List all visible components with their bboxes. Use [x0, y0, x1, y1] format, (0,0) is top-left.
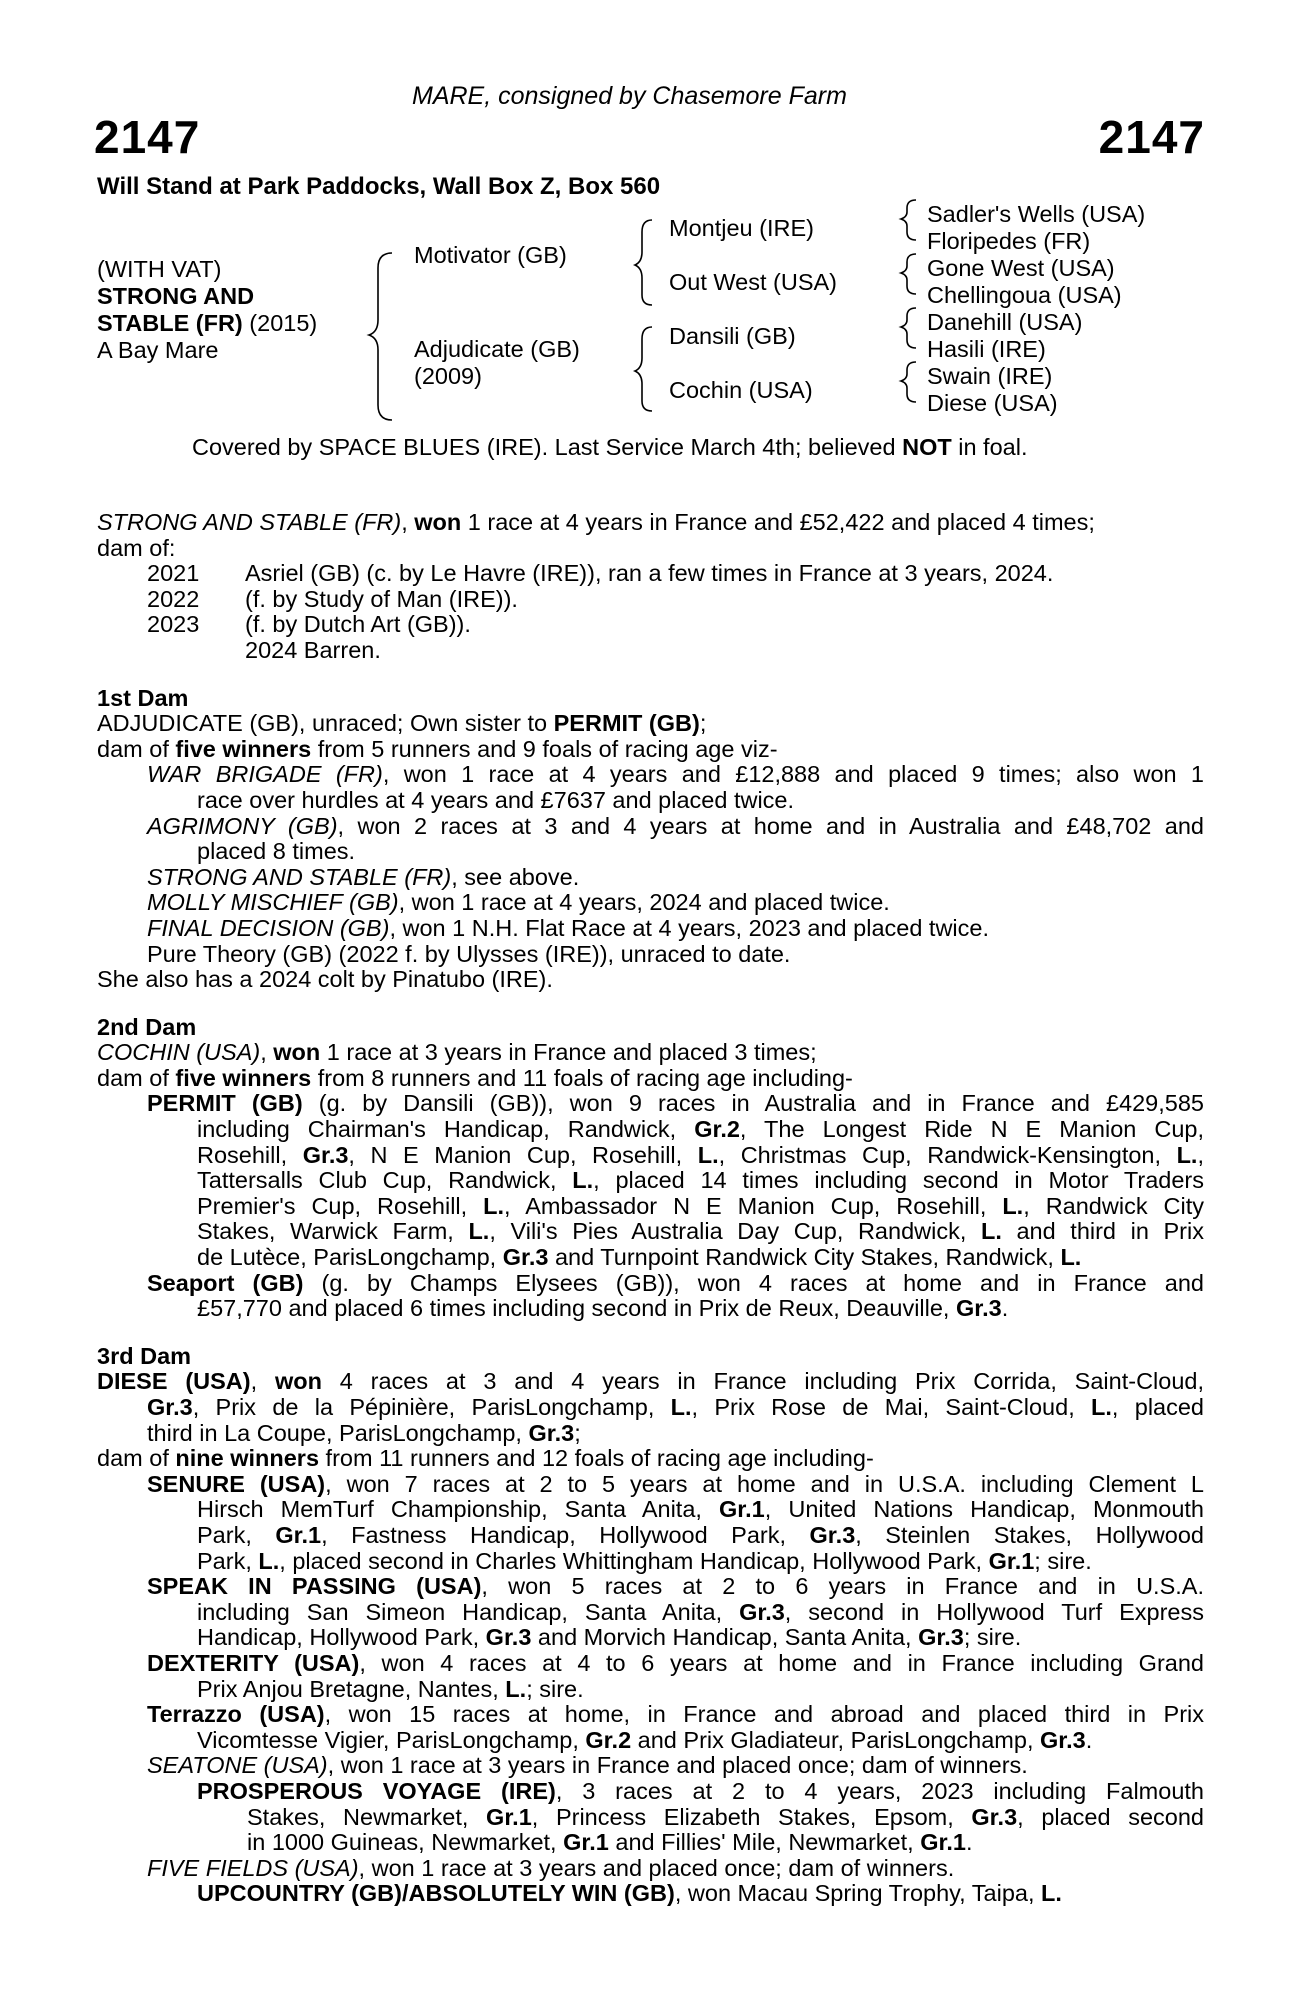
speak-in-passing-line2: including San Simeon Handicap, Santa Anita, Gr.3, second in Hollywood Turf Express	[197, 1598, 1204, 1625]
speak-in-passing-line3: Handicap, Hollywood Park, Gr.3 and Morvich Handicap, Santa Anita, Gr.3; sire.	[197, 1624, 1022, 1651]
permit-line3: Rosehill, Gr.3, N E Manion Cup, Rosehill, L., Christmas Cup, Randwick-Kensington, L.,	[197, 1141, 1204, 1168]
molly-mischief-line: MOLLY MISCHIEF (GB), won 1 race at 4 years, 2024 and placed twice.	[147, 889, 890, 916]
diese-line2: Gr.3, Prix de la Pépinière, ParisLongchamp, L., Prix Rose de Mai, Saint-Cloud, L., placed	[147, 1394, 1204, 1420]
horse-name-line1: STRONG AND	[97, 283, 255, 309]
first-dam-line1: ADJUDICATE (GB), unraced; Own sister to PERMIT (GB);	[97, 710, 707, 737]
permit-line7: de Lutèce, ParisLongchamp, Gr.3 and Turnpoint Randwick City Stakes, Randwick, L.	[197, 1244, 1082, 1271]
final-decision-line: FINAL DECISION (GB), won 1 N.H. Flat Race at 4 years, 2023 and placed twice.	[147, 914, 989, 941]
senure-line4: Park, L., placed second in Charles Whittingham Handicap, Hollywood Park, Gr.1; sire.	[197, 1547, 1092, 1574]
permit-line2: including Chairman's Handicap, Randwick, Gr.2, The Longest Ride N E Manion Cup,	[197, 1116, 1204, 1143]
gen3-ancestor-4: Chellingoua (USA)	[927, 282, 1122, 308]
horse-description: A Bay Mare	[97, 337, 219, 363]
bracket-dam	[635, 327, 652, 411]
dexterity-line2: Prix Anjou Bretagne, Nantes, L.; sire.	[197, 1675, 584, 1702]
terrazzo-line1: Terrazzo (USA), won 15 races at home, in France and abroad and placed third in Prix	[147, 1701, 1204, 1728]
produce-record: STRONG AND STABLE (FR), won 1 race at 4 years in France and £52,422 and placed 4 times;	[97, 509, 1095, 535]
agrimony-line2: placed 8 times.	[197, 838, 356, 865]
terrazzo-line2: Vicomtesse Vigier, ParisLongchamp, Gr.2 and Prix Gladiateur, ParisLongchamp, Gr.3.	[197, 1726, 1093, 1753]
diese-line1: DIESE (USA), won 4 races at 3 and 4 years in France including Prix Corrida, Saint-Cloud,	[97, 1368, 1204, 1395]
gen3-ancestor-3: Gone West (USA)	[927, 255, 1115, 281]
bracket-g3-1	[901, 200, 916, 240]
diese-line4: dam of nine winners from 11 runners and 12 foals of racing age including-	[97, 1445, 874, 1472]
covering-note: Covered by SPACE BLUES (IRE). Last Service March 4th; believed NOT in foal.	[192, 434, 1028, 460]
foal-2022: 2022 (f. by Study of Man (IRE)).	[147, 585, 518, 612]
dam-of-label: dam of:	[97, 534, 176, 561]
horse-name-line2: STABLE (FR)	[97, 310, 243, 336]
senure-line3: Park, Gr.1, Fastness Handicap, Hollywood Park, Gr.3, Steinlen Stakes, Hollywood	[197, 1521, 1204, 1548]
seatone-line: SEATONE (USA), won 1 race at 3 years in France and placed once; dam of winners.	[147, 1752, 1028, 1779]
prosperous-voyage-line2: Stakes, Newmarket, Gr.1, Princess Elizabeth Stakes, Epsom, Gr.3, placed second	[247, 1803, 1205, 1830]
five-fields-line: FIVE FIELDS (USA), won 1 race at 3 years and placed once; dam of winners.	[147, 1854, 955, 1881]
bracket-sire	[635, 220, 652, 305]
gen3-ancestor-1: Sadler's Wells (USA)	[927, 201, 1146, 227]
granddam-paternal: Out West (USA)	[669, 269, 838, 295]
catalogue-body	[97, 510, 1204, 1907]
bracket-g3-4	[901, 362, 916, 402]
upcountry-line: UPCOUNTRY (GB)/ABSOLUTELY WIN (GB), won Macau Spring Trophy, Taipa, L.	[197, 1880, 1062, 1907]
grandsire-maternal: Dansili (GB)	[669, 323, 796, 349]
gen3-ancestor-6: Hasili (IRE)	[927, 336, 1046, 362]
gen3-ancestor-5: Danehill (USA)	[927, 309, 1083, 335]
also-has-line: She also has a 2024 colt by Pinatubo (IRE).	[97, 966, 553, 993]
foal-2024: 2024 Barren.	[245, 636, 381, 663]
seaport-line2: £57,770 and placed 6 times including second in Prix de Reux, Deauville, Gr.3.	[197, 1295, 1009, 1322]
prosperous-voyage-line3: in 1000 Guineas, Newmarket, Gr.1 and Fillies' Mile, Newmarket, Gr.1.	[247, 1829, 973, 1856]
vat-note: (WITH VAT)	[97, 256, 222, 282]
pure-theory-line: Pure Theory (GB) (2022 f. by Ulysses (IRE)), unraced to date.	[147, 940, 791, 967]
senure-line1: SENURE (USA), won 7 races at 2 to 5 years at home and in U.S.A. including Clement L	[147, 1470, 1204, 1497]
permit-line1: PERMIT (GB) (g. by Dansili (GB)), won 9 races in Australia and in France and £429,585	[147, 1090, 1204, 1117]
speak-in-passing-line1: SPEAK IN PASSING (USA), won 5 races at 2 to 6 years in France and in U.S.A.	[147, 1573, 1204, 1600]
dam-year: (2009)	[414, 363, 482, 389]
gen3-ancestor-2: Floripedes (FR)	[927, 228, 1091, 254]
gen3-ancestor-7: Swain (IRE)	[927, 363, 1053, 389]
horse-year: (2015)	[242, 310, 318, 336]
seaport-line1: Seaport (GB) (g. by Champs Elysees (GB)), won 4 races at home and in France and	[147, 1269, 1204, 1296]
second-dam-heading: 2nd Dam	[97, 1013, 197, 1040]
war-brigade-line1: WAR BRIGADE (FR), won 1 race at 4 years and £12,888 and placed 9 times; also won 1	[147, 761, 1205, 788]
lot-number-left: 2147	[94, 111, 201, 163]
foal-2021: 2021 Asriel (GB) (c. by Le Havre (IRE)), ran a few times in France at 3 years, 2024.	[147, 560, 1054, 587]
first-dam-heading: 1st Dam	[97, 684, 189, 711]
strong-and-stable-line: STRONG AND STABLE (FR), see above.	[147, 863, 580, 890]
second-dam-line2: dam of five winners from 8 runners and 11 foals of racing age including-	[97, 1064, 853, 1091]
foal-2023: 2023 (f. by Dutch Art (GB)).	[147, 611, 471, 638]
gen3-ancestor-8: Diese (USA)	[927, 390, 1058, 416]
permit-line4: Tattersalls Club Cup, Randwick, L., placed 14 times including second in Motor Traders	[197, 1167, 1204, 1194]
diese-line3: third in La Coupe, ParisLongchamp, Gr.3;	[147, 1419, 581, 1446]
bracket-g3-3	[901, 308, 916, 348]
lot-number-right: 2147	[1098, 111, 1205, 163]
prosperous-voyage-line1: PROSPEROUS VOYAGE (IRE), 3 races at 2 to 4 years, 2023 including Falmouth	[197, 1777, 1204, 1804]
permit-line5: Premier's Cup, Rosehill, L., Ambassador N E Manion Cup, Rosehill, L., Randwick City	[197, 1192, 1204, 1219]
bracket-main	[369, 253, 392, 420]
horse-block	[97, 256, 317, 364]
agrimony-line1: AGRIMONY (GB), won 2 races at 3 and 4 years at home and in Australia and £48,702 and	[147, 812, 1204, 839]
second-dam-line1: COCHIN (USA), won 1 race at 3 years in France and placed 3 times;	[97, 1039, 817, 1066]
first-dam-line2: dam of five winners from 5 runners and 9 foals of racing age viz-	[97, 735, 778, 762]
sire: Motivator (GB)	[414, 242, 567, 268]
war-brigade-line2: race over hurdles at 4 years and £7637 and placed twice.	[197, 786, 795, 813]
dexterity-line1: DEXTERITY (USA), won 4 races at 4 to 6 years at home and in France including Grand	[147, 1649, 1204, 1676]
senure-line2: Hirsch MemTurf Championship, Santa Anita, Gr.1, United Nations Handicap, Monmouth	[197, 1496, 1204, 1523]
granddam-maternal: Cochin (USA)	[669, 377, 813, 403]
third-dam-heading: 3rd Dam	[97, 1342, 192, 1369]
consignor-line: MARE, consigned by Chasemore Farm	[412, 82, 847, 110]
bracket-g3-2	[901, 254, 916, 294]
permit-line6: Stakes, Warwick Farm, L., Vili's Pies Australia Day Cup, Randwick, L. and third in Prix	[197, 1218, 1204, 1245]
grandsire-paternal: Montjeu (IRE)	[669, 215, 814, 241]
stand-location: Will Stand at Park Paddocks, Wall Box Z, Box 560	[97, 173, 661, 200]
dam: Adjudicate (GB)	[414, 336, 580, 362]
